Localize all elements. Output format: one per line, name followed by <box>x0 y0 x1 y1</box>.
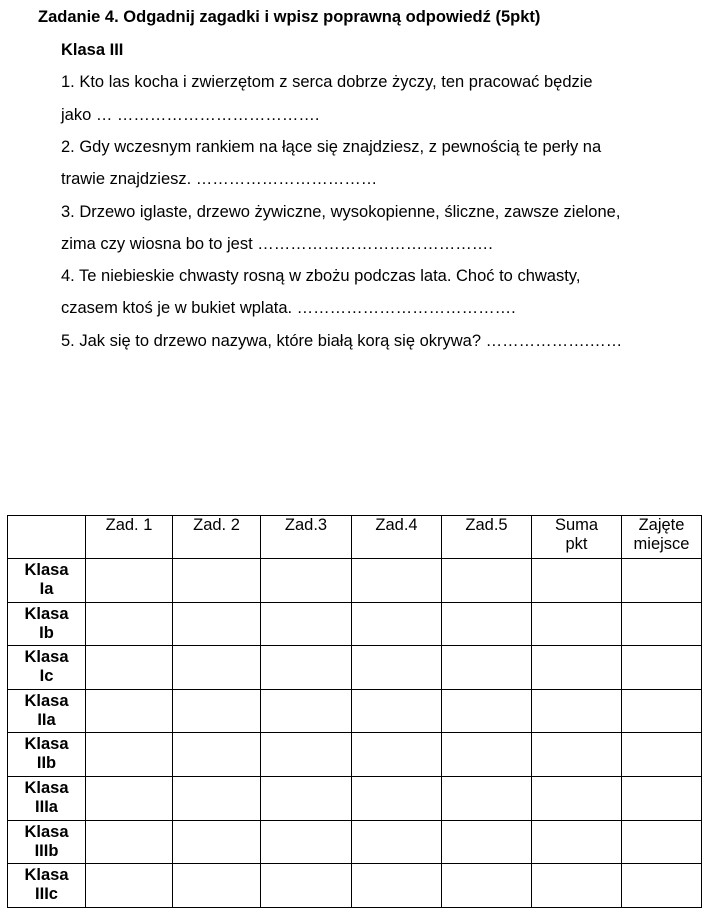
table-row <box>8 820 702 864</box>
score-cell[interactable] <box>261 689 352 733</box>
score-cell[interactable] <box>442 689 532 733</box>
score-cell[interactable] <box>622 820 702 864</box>
riddle-line: trawie znajdziesz. …………………………… <box>61 170 378 188</box>
table-row <box>8 559 702 603</box>
score-cell[interactable] <box>352 689 442 733</box>
score-cell[interactable] <box>442 646 532 690</box>
score-cell[interactable] <box>352 733 442 777</box>
score-cell[interactable] <box>352 602 442 646</box>
table-header-cell: Zad.3 <box>261 516 352 559</box>
table-row <box>8 733 702 777</box>
table-row <box>8 602 702 646</box>
riddle-line: zima czy wiosna bo to jest ……………………………………. <box>61 235 493 253</box>
riddle-line: 3. Drzewo iglaste, drzewo żywiczne, wysokopienne, śliczne, zawsze zielone, <box>61 203 621 221</box>
row-label: Klasa IIIc <box>8 864 86 908</box>
row-label: Klasa IIIa <box>8 776 86 820</box>
row-label: Klasa Ic <box>8 646 86 690</box>
table-header-cell: Zajęte miejsce <box>622 516 702 559</box>
score-cell[interactable] <box>173 689 261 733</box>
score-cell[interactable] <box>532 689 622 733</box>
score-cell[interactable] <box>86 646 173 690</box>
score-cell[interactable] <box>442 602 532 646</box>
score-cell[interactable] <box>86 733 173 777</box>
score-cell[interactable] <box>173 559 261 603</box>
score-cell[interactable] <box>442 559 532 603</box>
table-row <box>8 776 702 820</box>
riddle-line: czasem ktoś je w bukiet wplata. …………………………………. <box>61 299 516 317</box>
table-header-cell: Zad. 1 <box>86 516 173 559</box>
score-cell[interactable] <box>173 776 261 820</box>
table-row <box>8 689 702 733</box>
riddle-line: 2. Gdy wczesnym rankiem na łące się znajdziesz, z pewnością te perły na <box>61 138 602 156</box>
table-header-cell <box>8 516 86 559</box>
score-cell[interactable] <box>622 864 702 908</box>
riddle-line: jako … ………………………………. <box>61 106 320 124</box>
table-row <box>8 864 702 908</box>
score-cell[interactable] <box>442 820 532 864</box>
score-cell[interactable] <box>622 646 702 690</box>
score-cell[interactable] <box>352 646 442 690</box>
score-cell[interactable] <box>261 559 352 603</box>
riddle-line: 4. Te niebieskie chwasty rosną w zbożu podczas lata. Choć to chwasty, <box>61 267 581 285</box>
score-cell[interactable] <box>261 602 352 646</box>
score-cell[interactable] <box>622 733 702 777</box>
score-cell[interactable] <box>173 820 261 864</box>
score-cell[interactable] <box>261 646 352 690</box>
score-cell[interactable] <box>352 559 442 603</box>
class-heading: Klasa III <box>61 41 124 59</box>
score-cell[interactable] <box>261 776 352 820</box>
score-cell[interactable] <box>261 820 352 864</box>
table-header-row <box>8 516 702 559</box>
score-cell[interactable] <box>86 559 173 603</box>
table-header-cell: Suma pkt <box>532 516 622 559</box>
score-cell[interactable] <box>86 820 173 864</box>
score-cell[interactable] <box>532 559 622 603</box>
score-cell[interactable] <box>173 733 261 777</box>
score-cell[interactable] <box>86 689 173 733</box>
row-label: Klasa Ia <box>8 559 86 603</box>
score-cell[interactable] <box>532 733 622 777</box>
score-table-body <box>8 559 702 908</box>
score-cell[interactable] <box>532 646 622 690</box>
score-cell[interactable] <box>532 776 622 820</box>
score-cell[interactable] <box>173 646 261 690</box>
score-table <box>7 515 702 908</box>
score-cell[interactable] <box>86 864 173 908</box>
row-label: Klasa IIIb <box>8 820 86 864</box>
score-cell[interactable] <box>532 602 622 646</box>
table-header-cell: Zad.4 <box>352 516 442 559</box>
score-cell[interactable] <box>261 733 352 777</box>
riddle-line: 5. Jak się to drzewo nazywa, które białą korą się okrywa? ……………….…… <box>61 332 623 350</box>
score-cell[interactable] <box>173 864 261 908</box>
score-cell[interactable] <box>442 864 532 908</box>
row-label: Klasa IIa <box>8 689 86 733</box>
score-cell[interactable] <box>532 820 622 864</box>
score-cell[interactable] <box>622 602 702 646</box>
score-cell[interactable] <box>261 864 352 908</box>
score-cell[interactable] <box>442 733 532 777</box>
score-cell[interactable] <box>352 820 442 864</box>
table-header-cell: Zad. 2 <box>173 516 261 559</box>
score-cell[interactable] <box>622 689 702 733</box>
task-title: Zadanie 4. Odgadnij zagadki i wpisz poprawną odpowiedź (5pkt) <box>38 8 541 26</box>
row-label: Klasa Ib <box>8 602 86 646</box>
score-cell[interactable] <box>352 864 442 908</box>
score-cell[interactable] <box>442 776 532 820</box>
score-cell[interactable] <box>86 776 173 820</box>
score-cell[interactable] <box>532 864 622 908</box>
table-header-cell: Zad.5 <box>442 516 532 559</box>
score-cell[interactable] <box>86 602 173 646</box>
score-cell[interactable] <box>173 602 261 646</box>
riddle-line: 1. Kto las kocha i zwierzętom z serca dobrze życzy, ten pracować będzie <box>61 73 593 91</box>
row-label: Klasa IIb <box>8 733 86 777</box>
score-cell[interactable] <box>622 776 702 820</box>
table-row <box>8 646 702 690</box>
score-cell[interactable] <box>622 559 702 603</box>
score-cell[interactable] <box>352 776 442 820</box>
